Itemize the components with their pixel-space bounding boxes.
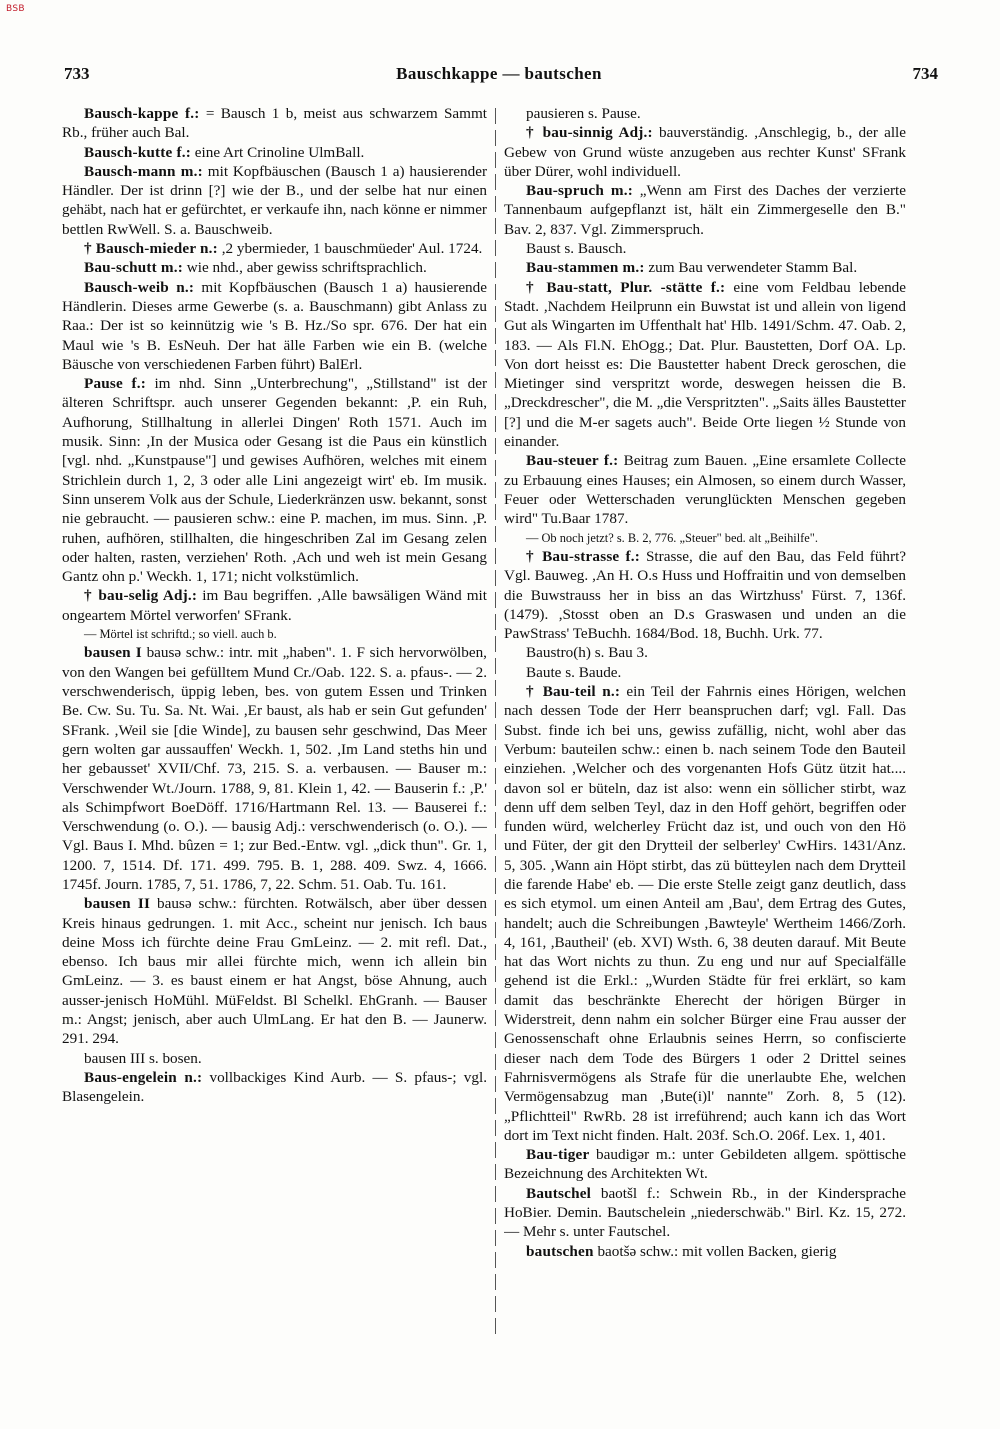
entry-headword: bausen II [84, 895, 151, 913]
right-column [504, 104, 906, 1344]
entry-body: Baust s. Bausch. [526, 240, 627, 258]
entry-headword: † Bau-teil n.: [526, 683, 621, 701]
entry-body: ein Teil der Fahrnis eines Hörigen, welchen nach dessen Tode der Herr beanspruchen darf; vgl. Fall. Das Subst. finde ich bei uns, gewiss zufällig, nicht, wohl aber das Verbum: bauteilen schw.: einen b. nach seinem Tode den Bauteil einziehen. ,Welcher och des vorgenanten Hofs Gütz ützit hat.... davon sol er büteln, daz ist also: wenn ein söllicher stirbt, waz denn uff dem selben Teyl, daz in den Hoff gehört, begriffen oder funden würd, welcherley Frücht daz ist, und ouch von den Hö und Füter, der git den Drytteil der selberley' CwHirs. 1431/Anz. 5, 305. ,Wann ain Höpt stirbt, das zü bütteylen nach dem Drytteil die farende Habe' eb. — Die erste Stelle zeigt ganz deutlich, dass es sich etymol. um einen Anteil am ,Bau', dem Ertrag des Gutes, handelt; auch die Schreibungen ,Bawteyle' Wertheim 1466/Zorh. 4, 161, ,Bautheil' (eb. XVI) Wsth. 6, 38 deuten darauf. Mit Beute hat das Wort nichts zu thun. Zu eng und nur auf Specialfälle gehend ist die Erkl.: „Wurden Städte für frei erklärt, so kam damit das beschränkte Eherecht der hörigen Bürger in Widerstreit, denn nahm ein solcher Bürger eine Frau ausser der Genossenschaft ohne Erlaubnis seines Herrn, so confiscierte dieser nach dem Tode des Bürgers 1 oder 2 Drittel seines Fahrnisvermögens als Strafe für die unerlaubte Ehe, welchen Vermögensabzug man ,Bute(i)l' nannte" Zorh. 8, 5 (12). „Pflichtteil" RwRb. 28 ist irreführend; auch kann ich das Wort dort im Text nicht finden. Halt. 203f. Sch.O. 206f. Lex. 1, 401. [504, 683, 906, 1144]
dictionary-entry [62, 643, 487, 894]
entry-headword: Bausch-kappe f.: [84, 105, 200, 122]
entry-headword: Bausch-kutte f.: [84, 143, 191, 161]
entry-body: vollbackiges Kind Aurb. — S. pfaus-; vgl. Blasengelein. [62, 1068, 487, 1106]
entry-headword: Bau-schutt m.: [84, 259, 183, 277]
entry-body: Strasse, die auf den Bau, das Feld führt? Vgl. Bauweg. ,An H. O.s Huss und Hoffraitin und von demselben die Buwstrauss her in biss an das Wirtzhuss' Fürst. 7, 136f. (1479). ,Stosst oben an D.s Graswasen und unden an die PawStrass' TeBuchh. 1684/Bod. 18, Buchh. Urk. 77. [504, 547, 906, 643]
dictionary-entry [504, 181, 906, 239]
entry-headword: Bau-spruch m.: [526, 182, 634, 200]
page-number-left: 733 [64, 64, 90, 83]
entry-body: baudigər m.: unter Gebildeten allgem. spöttische Bezeichnung des Architekten Wt. [504, 1146, 906, 1183]
entry-body: pausieren s. Pause. [526, 105, 641, 122]
entry-body: Beitrag zum Bauen. „Eine ersamlete Collecte zu Erbauung eines Hauses; ein Almosen, so einem durch Wasser, Feuer oder Wetterschaden verunglückten Menschen gegeben wird" Tu.Baar 1787. [504, 452, 906, 528]
entry-body: — Ob noch jetzt? s. B. 2, 776. „Steuer" bed. alt „Beihilfe". [526, 530, 818, 545]
entry-body: Baustro(h) s. Bau 3. [526, 644, 648, 662]
entry-headword: Baus-engelein n.: [84, 1068, 203, 1086]
dictionary-entry [504, 278, 906, 452]
entry-headword: † Bau-statt, Plur. -stätte f.: [526, 278, 726, 296]
dictionary-entry [62, 239, 487, 258]
dictionary-entry [504, 1145, 906, 1184]
entry-body: bauverständig. ,Anschlegig, b., der alle Gebew von Grund wüste anzugeben aus rechter Kunst' SFrank über Dürer, wohl individuell. [504, 124, 906, 180]
entry-body: = Bausch 1 b, meist aus schwarzem Sammt Rb., früher auch Bal. [62, 105, 487, 142]
dictionary-entry [504, 239, 906, 258]
dictionary-entry [62, 374, 487, 586]
entry-body: bausə schw.: intr. mit „haben". 1. F sich hervorwölben, von den Wangen bei gefülltem Mund Cr./Oab. 122. S. a. pfaus-. — 2. verschwenderisch, üppig leben, bes. von gutem Essen und Trinken Be. Cw. Su. Tu. Sa. Nt. Wai. ,Er baust, als hab er sein Gut gefunden' SFrank. ,Weil sie [die Winde], zu bausen sehr geschwind, Das Meer gern wolten gar aussauffen' Weckh. 1, 502. ,Im Land steths hin und her gebausset' XVII/Chf. 73, 215. S. a. verbausen. — Bauser m.: Verschwender Wt./Journ. 1788, 9, 81. Klein 1, 42. — Bauserin f.: ,P.' als Schimpfwort BoeDöff. 1716/Hartmann Rel. 13. — Bauserei f.: Verschwendung (o. O.). — bausig Adj.: verschwenderisch (o. O.). — Vgl. Baus I. Mhd. bûzen = 1; zur Bed.-Entw. vgl. „dick thun". Gr. 1, 1200. 7, 1514. Df. 171. 499. 795. B. 1, 288. 409. Swz. 4, 1666. 1745f. Journ. 1785, 7, 51. 1786, 7, 22. Schm. 51. Oab. Tu. 161. [62, 644, 487, 893]
entry-headword: Bau-stammen m.: [526, 259, 645, 277]
entry-headword: Bautschel [526, 1184, 592, 1202]
entry-body: eine Art Crinoline UlmBall. [194, 143, 365, 161]
dictionary-entry [62, 894, 487, 1048]
entry-body: baotšl f.: Schwein Rb., in der Kindersprache HoBier. Demin. Bautschelein „niederschwäb." Birl. Kz. 15, 272. — Mehr s. unter Fautschel. [504, 1184, 906, 1241]
entry-body: im Bau begriffen. ,Alle bawsäligen Wänd mit ongeartem Mörtel verworfen' SFrank. [62, 587, 487, 624]
entry-body: — Mörtel ist schriftd.; so viell. auch b. [84, 627, 277, 642]
entry-body: bausə schw.: fürchten. Rotwälsch, aber über dessen Kreis hinaus gedrungen. 1. mit Acc., scheint nur jenisch. Ich baus deine Moss ich fürchte deine Frau GmLeinz. — 2. mit refl. Dat., ebenso. Ich baus mir allei fürchte mich, wenn ich allein bin GmLeinz. — 3. es baust einem er hat Angst, böse Ahnung, auch ausser-jenisch HoMühl. MüFeldst. Bl Schelkl. EhGranh. — Bauser m.: Angst; jenisch, aber auch UlmLang. Er hat den B. — Jaunerw. 291. 294. [62, 895, 487, 1048]
entry-headword: bausen I [84, 644, 142, 662]
entry-body: mit Kopfbäuschen (Bausch 1 a) hausierender Händler. Der ist drinn [?] wie der B., und der selbe hat nur einen gehäbt, nach hat er gefürchtet, er verkaufe ihn, nach könne er nimmer bettlen RwWell. S. a. Bauschweib. [62, 162, 487, 238]
entry-body: ,2 ybermieder, 1 bauschmüeder' Aul. 1724. [221, 240, 483, 258]
dictionary-entry [504, 104, 906, 123]
entry-headword: † bau-sinnig Adj.: [526, 124, 653, 142]
entry-body: „Wenn am First des Daches der verzierte Tannenbaum aufgepflanzt ist, hält ein Zimmergeselle den B." Bav. 2, 837. Vgl. Zimmerspruch. [504, 182, 906, 238]
dictionary-entry [504, 1242, 906, 1261]
entry-headword: Bau-tiger [526, 1146, 590, 1164]
dictionary-entry [62, 1049, 487, 1068]
column-divider [495, 108, 496, 1336]
entry-body: wie nhd., aber gewiss schriftsprachlich. [186, 259, 427, 277]
entry-body: Baute s. Baude. [526, 663, 622, 681]
page-header [60, 64, 938, 90]
running-title: Bauschkappe — bautschen [396, 64, 602, 83]
dictionary-entry [504, 682, 906, 1145]
entry-headword: Bausch-mann m.: [84, 162, 203, 180]
page-number-right: 734 [912, 64, 938, 83]
entry-body: im nhd. Sinn „Unterbrechung", „Stillstand" ist der älteren Schriftspr. auch unserer Gegenden bekannt: ,P. ein Ruh, Aufhorung, Stillhaltung in allerlei Dingen' Roth 1571. Auch im musik. Sinn: ,In der Musica oder Gesang ist die Paus ein künstlich [vgl. nhd. „Kunstpause"] und gewises Aufhören, welches mit einem Strichlein durch 1, 2, 3 oder alle Lini angezeigt wirt' eb. Im musik. Sinn unserem Volk aus der Schule, Liederkränzen usw. bekannt, sonst nie gebraucht. — pausieren schw.: eine P. machen, im mus. Sinn. ,P. ruhen, aufhören, stillhalten, die hingeschriben Zal im Gesang zelen oder halten, rasten, verziehen' Roth. ,Ach und weh ist mein Gesang Gantz ohn p.' Weckh. 1, 171; nicht volkstümlich. [62, 375, 487, 586]
dictionary-entry [62, 1068, 487, 1107]
entry-headword: † Bau-strasse f.: [526, 547, 641, 565]
dictionary-entry [62, 258, 487, 277]
dictionary-entry [62, 162, 487, 239]
entry-body: mit Kopfbäuschen (Bausch 1 a) hausierende Händlerin. Dieses arme Gewerbe (s. a. Bauschmann) gibt Anlass zu Raa.: Der ist so keinnützig wie 's B. Hz./So spr. 676. Der hat ein Maul wie 's B. EsNeuh. Der hat älle Farben wie ein B. (welche Bäusche von verschiedenen Farben führt) BalErl. [62, 278, 487, 373]
entry-headword: bautschen [526, 1242, 594, 1260]
entry-body: zum Bau verwendeter Stamm Bal. [648, 259, 858, 277]
dictionary-entry [62, 143, 487, 162]
entry-headword: Pause f.: [84, 375, 147, 393]
entry-body: bausen III s. bosen. [84, 1049, 202, 1067]
entry-headword: Bau-steuer f.: [526, 452, 619, 470]
dictionary-entry [62, 104, 487, 143]
entry-headword: † Bausch-mieder n.: [84, 240, 218, 258]
dictionary-entry [62, 278, 487, 374]
left-column [62, 104, 487, 1344]
entry-headword: † bau-selig Adj.: [84, 587, 198, 605]
dictionary-note [62, 625, 487, 643]
dictionary-note [504, 529, 906, 547]
dictionary-entry [504, 1184, 906, 1242]
entry-headword: Bausch-weib n.: [84, 278, 195, 296]
library-stamp: BSB [6, 4, 25, 14]
dictionary-entry [504, 123, 906, 181]
dictionary-entry [504, 663, 906, 682]
dictionary-entry [62, 586, 487, 625]
entry-body: baotšə schw.: mit vollen Backen, gierig [597, 1242, 837, 1260]
dictionary-entry [504, 547, 906, 643]
dictionary-entry [504, 258, 906, 277]
entry-body: eine vom Feldbau lebende Stadt. ,Nachdem Heilprunn ein Buwstat ist und allein von ligend Gut als Wingarten im Uffenthalt hat' Hlb. 1491/Schm. 47. Oab. 2, 183. — Als Fl.N. EhOgg.; Dat. Plur. Baustetten, Dorf OA. Lp. Von dort heisst es: Die Baustetter habent Dreck geroschen, die Mietinger sind verspritzt worde, deswegen heissen die B. „Dreckdrescher", die M. „die Verspritzten". „Saits älles Baustetter [?] und die M-er sagets auch". Beide Orte liegen ½ Stunde von einander. [504, 278, 906, 451]
dictionary-entry [504, 451, 906, 528]
dictionary-entry [504, 643, 906, 662]
